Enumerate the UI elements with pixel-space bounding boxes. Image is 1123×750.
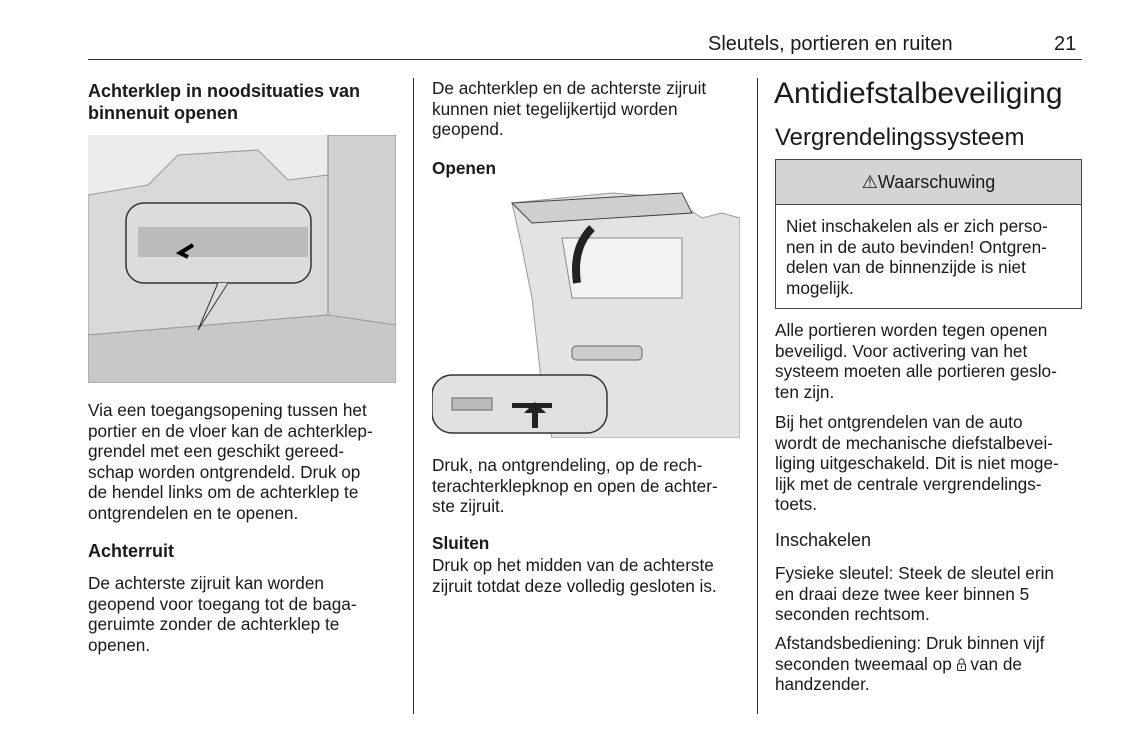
header-rule bbox=[88, 59, 1082, 60]
warning-header bbox=[776, 160, 1081, 205]
warning-text: Niet inschakelen als er zich perso- nen in de auto bevinden! Ontgren- delen van de binnenzijde is niet mogelijk. bbox=[786, 216, 1048, 298]
paragraph: Bij het ontgrendelen van de auto wordt de mechanische diefstalbevei- liging uitgeschakeld. Dit is niet moge- lijk met de centrale vergrendelings- toets. bbox=[775, 412, 1059, 515]
paragraph: Druk, na ontgrendeling, op de rech- terachterklepknop en open de achter- ste zijruit. bbox=[432, 455, 718, 517]
subheading-achterruit: Achterruit bbox=[88, 541, 175, 561]
warning-triangle-icon: ⚠ bbox=[861, 172, 878, 192]
warning-box bbox=[775, 159, 1082, 309]
paragraph: De achterklep en de achterste zijruit kunnen niet tegelijkertijd worden geopend. bbox=[432, 78, 707, 140]
page-number: 21 bbox=[1054, 33, 1077, 55]
section-title: Sleutels, portieren en ruiten bbox=[708, 33, 953, 55]
lock-icon bbox=[957, 658, 966, 671]
chapter-title: Antidiefstalbeveiliging bbox=[774, 77, 1063, 110]
column-divider bbox=[413, 78, 414, 714]
illustration-rear-window-open bbox=[432, 188, 740, 438]
section-title: Vergrendelingssysteem bbox=[775, 124, 1025, 151]
section-heading: Achterklep in noodsituaties van binnenuit openen bbox=[88, 81, 361, 123]
paragraph: Alle portieren worden tegen openen beveiligd. Voor activering van het systeem moeten alle portieren geslo- ten zijn. bbox=[775, 320, 1057, 402]
paragraph: Druk op het midden van de achterste zijruit totdat deze volledig gesloten is. bbox=[432, 555, 717, 596]
paragraph: Afstandsbediening: Druk binnen vijf seconden tweemaal op van de handzender. bbox=[775, 633, 1045, 695]
warning-title: Waarschuwing bbox=[877, 172, 996, 192]
subheading-inschakelen: Inschakelen bbox=[775, 530, 872, 550]
paragraph: Via een toegangsopening tussen het portier en de vloer kan de achterklep- grendel met een geschikt gereed- schap worden ontgrendeld. Druk op de hendel links om de achterklep te ontgrendelen en te openen. bbox=[88, 400, 373, 523]
subheading-openen: Openen bbox=[432, 158, 496, 178]
paragraph: De achterste zijruit kan worden geopend voor toegang tot de baga- geruimte zonder de achterklep te openen. bbox=[88, 573, 357, 655]
paragraph: Fysieke sleutel: Steek de sleutel erin en draai deze twee keer binnen 5 seconden rechtsom. bbox=[775, 563, 1054, 625]
illustration-tailgate-emergency-release bbox=[88, 135, 396, 383]
column-divider bbox=[757, 78, 758, 714]
subheading-sluiten: Sluiten bbox=[432, 533, 490, 553]
